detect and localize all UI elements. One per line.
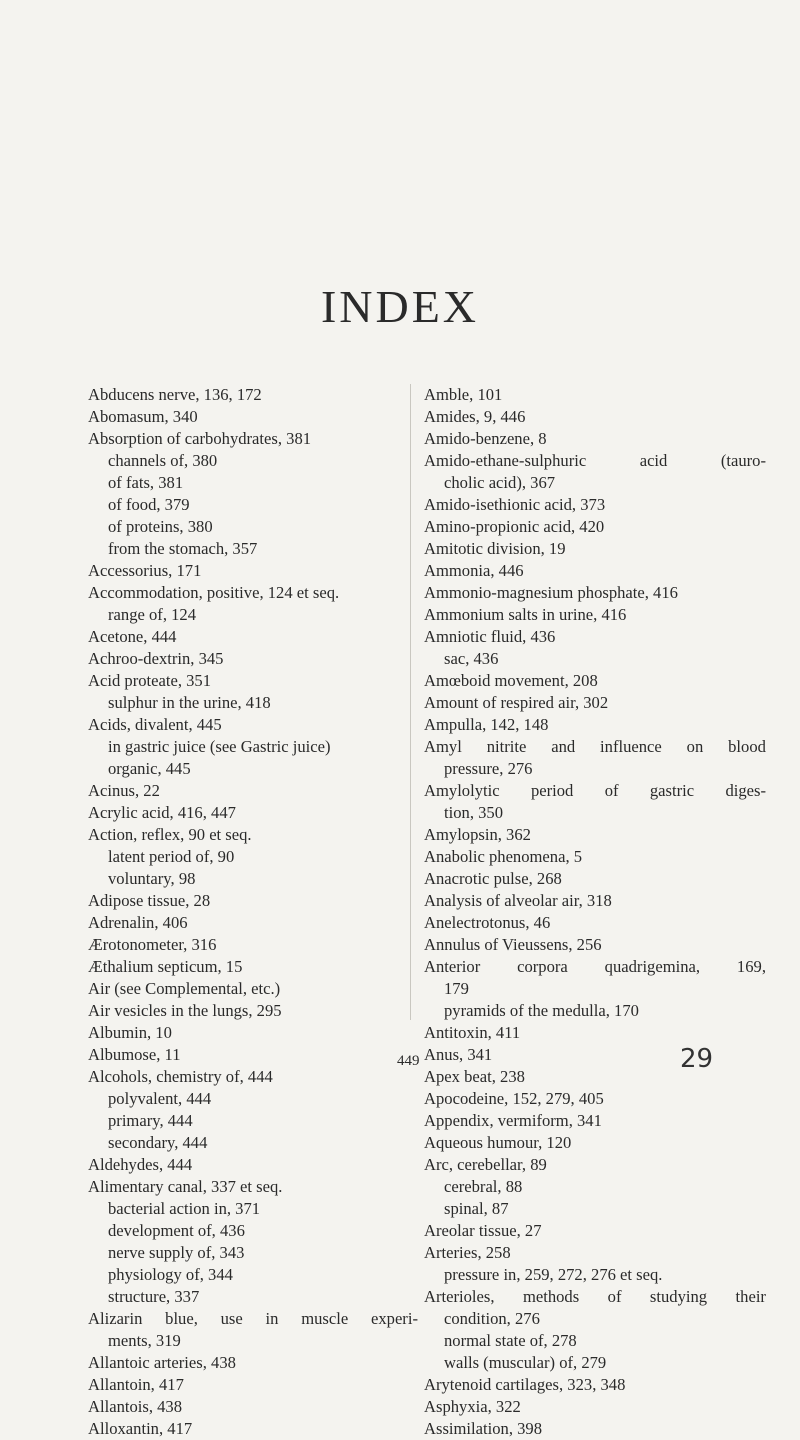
index-entry: Acid proteate, 351 [88, 671, 212, 690]
index-entry: Acinus, 22 [88, 781, 160, 800]
index-entry: Ampulla, 142, 148 [424, 715, 549, 734]
index-column-left [88, 384, 418, 1440]
index-entry-word: blood [728, 737, 766, 756]
index-entry [88, 1308, 418, 1330]
index-entry: Allantois, 438 [88, 1397, 183, 1416]
index-entry: Acetone, 444 [88, 627, 177, 646]
index-entry: Anacrotic pulse, 268 [424, 869, 562, 888]
index-entry: from the stomach, 357 [108, 539, 258, 558]
page-number: 449 [397, 1053, 420, 1069]
index-entry: Alcohols, chemistry of, 444 [88, 1067, 273, 1086]
index-entry: of food, 379 [108, 495, 190, 514]
index-entry: cerebral, 88 [444, 1177, 523, 1196]
column-divider [410, 384, 411, 1020]
index-entry: cholic acid), 367 [444, 473, 556, 492]
index-entry: sac, 436 [444, 649, 499, 668]
index-entry: Adrenalin, 406 [88, 913, 188, 932]
index-entry: Amides, 9, 446 [424, 407, 526, 426]
index-entry: tion, 350 [444, 803, 504, 822]
index-entry: Apex beat, 238 [424, 1067, 525, 1086]
index-entry: Asphyxia, 322 [424, 1397, 521, 1416]
index-entry: Antitoxin, 411 [424, 1023, 521, 1042]
index-entry: Amble, 101 [424, 385, 503, 404]
index-entry: in gastric juice (see Gastric juice) [108, 737, 331, 756]
index-entry-word: corpora [517, 957, 568, 976]
index-entry-word: 169, [736, 957, 766, 976]
index-entry-word: of [604, 781, 619, 800]
index-entry: Allantoin, 417 [88, 1375, 184, 1394]
index-entry: of proteins, 380 [108, 517, 213, 536]
index-entry: Amido-benzene, 8 [424, 429, 547, 448]
index-entry: Ammonia, 446 [424, 561, 524, 580]
index-entry: Alloxantin, 417 [88, 1419, 193, 1438]
index-entry: Anelectrotonus, 46 [424, 913, 551, 932]
index-entry: Achroo-dextrin, 345 [88, 649, 224, 668]
index-entry: normal state of, 278 [444, 1331, 577, 1350]
index-entry: Anabolic phenomena, 5 [424, 847, 583, 866]
index-entry: primary, 444 [108, 1111, 193, 1130]
index-entry-word: Amyl [424, 737, 462, 756]
index-entry: pressure in, 259, 272, 276 et seq. [444, 1265, 663, 1284]
index-entry: Ammonium salts in urine, 416 [424, 605, 627, 624]
index-entry: Acrylic acid, 416, 447 [88, 803, 236, 822]
index-entry: bacterial action in, 371 [108, 1199, 261, 1218]
index-entry: sulphur in the urine, 418 [108, 693, 271, 712]
index-entry: Arytenoid cartilages, 323, 348 [424, 1375, 626, 1394]
index-entry: Air (see Complemental, etc.) [88, 979, 281, 998]
index-entry [424, 736, 766, 758]
index-entry-word: blue, [165, 1309, 198, 1328]
index-entry: Analysis of alveolar air, 318 [424, 891, 612, 910]
index-entry-word: experi- [370, 1309, 418, 1328]
index-entry: Amniotic fluid, 436 [424, 627, 556, 646]
index-entry-word: use [220, 1309, 243, 1328]
index-entry [424, 1286, 766, 1308]
index-column-right [424, 384, 766, 1440]
index-entry: Action, reflex, 90 et seq. [88, 825, 252, 844]
index-entry-word: Arterioles, [424, 1287, 495, 1306]
index-entry-word: Alizarin [88, 1309, 143, 1328]
index-entry: physiology of, 344 [108, 1265, 233, 1284]
index-entry-word: their [735, 1287, 766, 1306]
index-entry: Adipose tissue, 28 [88, 891, 211, 910]
index-entry-word: diges- [725, 781, 766, 800]
index-entry-word: (tauro- [720, 451, 766, 470]
index-entry: Abomasum, 340 [88, 407, 198, 426]
index-entry: Albumin, 10 [88, 1023, 172, 1042]
index-entry: channels of, 380 [108, 451, 218, 470]
index-entry: Abducens nerve, 136, 172 [88, 385, 262, 404]
index-entry: Ærotonometer, 316 [88, 935, 217, 954]
index-entry: Alimentary canal, 337 et seq. [88, 1177, 283, 1196]
index-entry: voluntary, 98 [108, 869, 196, 888]
index-entry: Amount of respired air, 302 [424, 693, 609, 712]
index-entry: development of, 436 [108, 1221, 245, 1240]
index-entry: range of, 124 [108, 605, 197, 624]
index-entry [424, 956, 766, 978]
index-entry-word: period [530, 781, 574, 800]
index-entry: Accommodation, positive, 124 et seq. [88, 583, 340, 602]
page-title: INDEX [320, 281, 480, 332]
folio-mark: 29 [680, 1044, 714, 1074]
index-entry-word: influence [600, 737, 662, 756]
index-entry: Areolar tissue, 27 [424, 1221, 542, 1240]
index-entry-word: on [686, 737, 704, 756]
index-entry: ments, 319 [108, 1331, 181, 1350]
index-entry [424, 450, 766, 472]
index-entry: secondary, 444 [108, 1133, 208, 1152]
index-entry: pressure, 276 [444, 759, 533, 778]
index-entry: Aldehydes, 444 [88, 1155, 193, 1174]
index-entry: structure, 337 [108, 1287, 200, 1306]
index-entry: Air vesicles in the lungs, 295 [88, 1001, 282, 1020]
index-entry: Arteries, 258 [424, 1243, 511, 1262]
index-entry-word: gastric [649, 781, 695, 800]
index-entry-word: in [265, 1309, 279, 1328]
index-entry: Amylopsin, 362 [424, 825, 531, 844]
index-entry: Accessorius, 171 [88, 561, 202, 580]
index-entry: Appendix, vermiform, 341 [424, 1111, 602, 1130]
index-entry: polyvalent, 444 [108, 1089, 212, 1108]
index-entry-word: muscle [301, 1309, 349, 1328]
index-entry: Ammonio-magnesium phosphate, 416 [424, 583, 678, 602]
index-entry: Apocodeine, 152, 279, 405 [424, 1089, 604, 1108]
index-entry: Amœboid movement, 208 [424, 671, 598, 690]
index-entry-word: Anterior [424, 957, 481, 976]
index-entry: latent period of, 90 [108, 847, 235, 866]
index-entry: Æthalium septicum, 15 [88, 957, 243, 976]
index-entry: Acids, divalent, 445 [88, 715, 222, 734]
index-entry-word: Amido-ethane-sulphuric [424, 451, 587, 470]
index-entry: pyramids of the medulla, 170 [444, 1001, 639, 1020]
index-entry-word: Amylolytic [424, 781, 500, 800]
index-entry [424, 780, 766, 802]
index-entry: Albumose, 11 [88, 1045, 181, 1064]
index-entry: spinal, 87 [444, 1199, 509, 1218]
index-entry-word: methods [522, 1287, 580, 1306]
index-entry-word: acid [639, 451, 668, 470]
index-entry: Aqueous humour, 120 [424, 1133, 572, 1152]
index-entry: Anus, 341 [424, 1045, 493, 1064]
index-entry-word: quadrigemina, [604, 957, 701, 976]
index-entry: of fats, 381 [108, 473, 184, 492]
index-entry: Amido-isethionic acid, 373 [424, 495, 606, 514]
index-entry: Absorption of carbohydrates, 381 [88, 429, 312, 448]
index-entry: nerve supply of, 343 [108, 1243, 245, 1262]
index-entry: Amitotic division, 19 [424, 539, 566, 558]
index-entry-word: and [551, 737, 576, 756]
index-entry-word: studying [649, 1287, 708, 1306]
index-entry: Arc, cerebellar, 89 [424, 1155, 547, 1174]
index-entry: organic, 445 [108, 759, 191, 778]
index-entry: Assimilation, 398 [424, 1419, 543, 1438]
index-entry: condition, 276 [444, 1309, 540, 1328]
index-entry-word: nitrite [486, 737, 527, 756]
index-entry: walls (muscular) of, 279 [444, 1353, 607, 1372]
index-entry: Amino-propionic acid, 420 [424, 517, 605, 536]
index-entry: 179 [444, 979, 469, 998]
index-entry-word: of [607, 1287, 622, 1306]
index-entry: Allantoic arteries, 438 [88, 1353, 236, 1372]
index-entry: Annulus of Vieussens, 256 [424, 935, 602, 954]
